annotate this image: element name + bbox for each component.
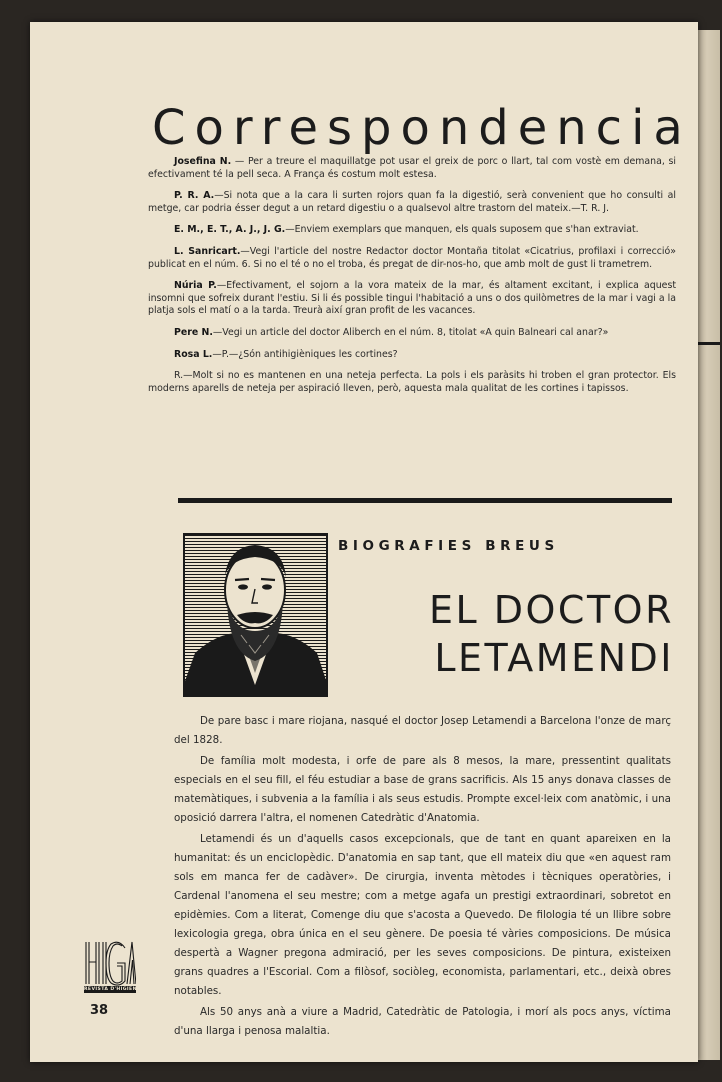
- letter-text: — Per a treure el maquillatge pot usar el greix de porc o llart, tal com vostè em demana, si efectivament té la pell seca. A França és costum molt estesa.: [148, 156, 676, 180]
- biography-paragraph: Letamendi és un d'aquells casos excepcionals, que de tant en quant apareixen en la humanitat: és un enciclopèdic. D'anatomia en sap tant, que ell mateix diu que «en aquest ram sols em manca fer de cadàver». De cirurgia, inventa mètodes i tècniques operatòries, i Cardenal l'anomena el seu mestre; com a metge agafa un prestigi extraordinari, sobretot en epidèmies. Com a literat, Comenge diu que s'acosta a Quevedo. De filologia té un llibre sobre lexicologia grega, obra única en el seu gènere. De poesia té vàries composicions. De música despertà a Wagner pregona admiració, per les seves composicions. De pintura, existeixen grans quadres a l'Escorial. Com a filòsof, sociòleg, economista, parlamentari, etc., deixà obres notables.: [174, 833, 671, 997]
- letter-recipient: L. Sanricart.: [174, 245, 241, 257]
- letter-text: —P.—¿Són antihigièniques les cortines?: [212, 348, 398, 360]
- letter-recipient: P. R. A.: [174, 190, 215, 202]
- letter-text: —Si nota que a la cara li surten rojors quan fa la digestió, serà convenient que ho consulti al metge, car podria ésser degut a un retard digestiu o a qualsevol altre trastorn del mateix.—T. R. J.: [148, 190, 676, 214]
- letter-text: —Enviem exemplars que manquen, els quals suposem que s'han extraviat.: [285, 224, 639, 236]
- biography-title: [428, 586, 674, 682]
- higia-logo-mark: [84, 940, 136, 986]
- letter-item: [148, 190, 676, 215]
- letter-recipient: E. M., E. T., A. J., J. G.: [174, 224, 286, 236]
- logo-subtitle: REVISTA D'HIGIENE: [84, 987, 141, 992]
- page-title: Correspondencia: [152, 100, 692, 157]
- biography-text: [174, 712, 671, 1043]
- letter-text: —Vegi un article del doctor Aliberch en el núm. 8, titolat «A quin Balneari cal anar?»: [212, 326, 609, 338]
- section-label: BIOGRAFIES BREUS: [338, 538, 559, 554]
- letter-item: [148, 349, 676, 362]
- next-page-edge: [698, 30, 720, 1060]
- higia-logo: [84, 940, 141, 993]
- biography-title-line: LETAMENDI: [434, 636, 674, 680]
- biography-paragraph: Als 50 anys anà a viure a Madrid, Catedràtic de Patologia, i morí als pocs anys, víctima d'una llarga i penosa malaltia.: [174, 1006, 671, 1037]
- letter-item: [148, 327, 676, 340]
- page-number: 38: [90, 1003, 109, 1018]
- biography-title-line: EL DOCTOR: [429, 588, 674, 632]
- portrait-figure: [185, 535, 326, 695]
- correspondence-section: [148, 156, 676, 404]
- letter-recipient: Pere N.: [174, 326, 213, 338]
- letter-text: R.—Molt si no es mantenen en una neteja perfecta. La pols i els paràsits hi troben el gran protector. Els moderns aparells de neteja per aspiració lleven, però, aquesta mala qualitat de les cortines i tapissos.: [148, 370, 676, 394]
- letter-item: [148, 280, 676, 318]
- biography-paragraph: De pare basc i mare riojana, nasqué el doctor Josep Letamendi a Barcelona l'onze de març del 1828.: [174, 715, 671, 746]
- letter-item: [148, 370, 676, 395]
- section-divider: [178, 498, 672, 503]
- portrait-engraving: [183, 533, 328, 697]
- letter-recipient: Núria P.: [174, 280, 217, 292]
- letter-text: —Efectivament, el sojorn a la vora mateix de la mar, és altament excitant, i explica aquest insomni que sofreix durant l'estiu. Si li és possible tingui l'habitació a uns o dos quilòmetres de la mar i vagi a la platja sols el matí o a la tarda. Treurà així gran profit de les vacances.: [148, 280, 676, 317]
- letter-text: —Vegi l'article del nostre Redactor doctor Montaña titolat «Cicatrius, profilaxi i correcció» publicat en el núm. 6. Si no el té o no el troba, és pregat de dir-nos-ho, que amb molt de gust li trametrem.: [148, 245, 676, 270]
- letter-item: [148, 246, 676, 271]
- letter-recipient: Rosa L.: [174, 348, 213, 360]
- biography-paragraph: De família molt modesta, i orfe de pare als 8 mesos, la mare, pressentint qualitats especials en el seu fill, el féu estudiar a base de grans sacrificis. Als 15 anys donava classes de matemàtiques, i subvenia a la família i als seus estudis. Prompte excel·leix com anatòmic, i una oposició darrera l'altra, el nomenen Catedràtic d'Anatomia.: [174, 755, 671, 824]
- letter-recipient: Josefina N.: [174, 156, 232, 167]
- letter-item: [148, 156, 676, 181]
- page-edge-mark: [698, 342, 720, 345]
- letter-item: [148, 224, 676, 237]
